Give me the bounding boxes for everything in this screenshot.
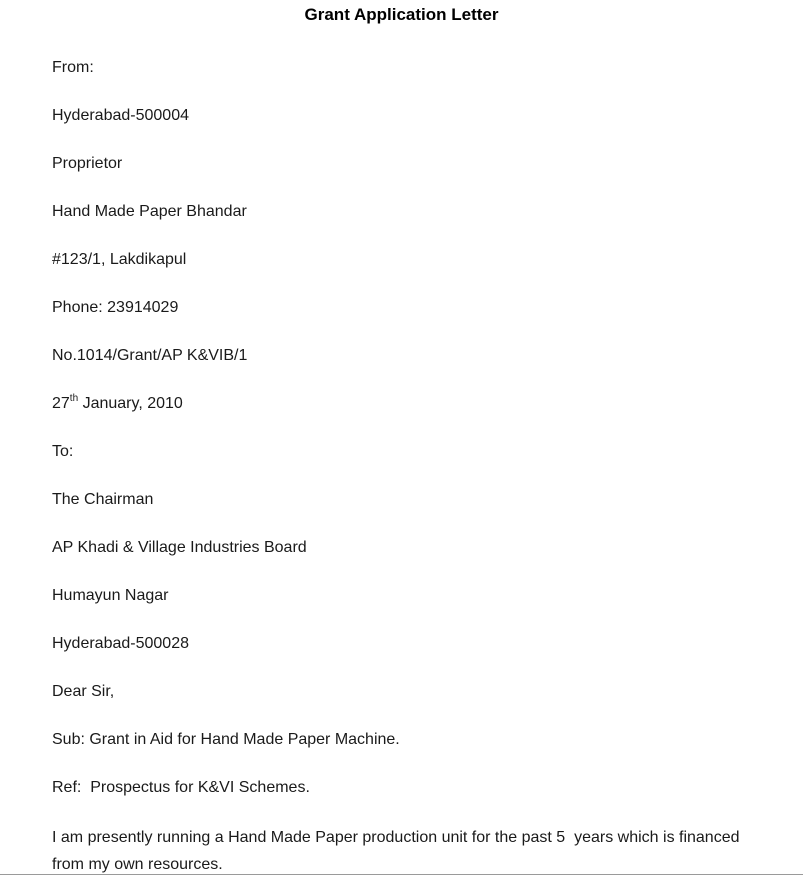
salutation: Dear Sir,: [52, 683, 115, 700]
date-month-year: January, 2010: [78, 395, 183, 412]
body-paragraph: I am presently running a Hand Made Paper production unit for the past 5 years which is financed from my own resources.: [52, 829, 744, 873]
reference-line: Ref: Prospectus for K&VI Schemes.: [52, 779, 310, 796]
recipient-city: Hyderabad-500028: [52, 635, 189, 652]
sender-phone: Phone: 23914029: [52, 299, 179, 316]
recipient-organization: AP Khadi & Village Industries Board: [52, 539, 307, 556]
recipient-locality: Humayun Nagar: [52, 587, 169, 604]
document-title: Grant Application Letter: [304, 5, 499, 24]
date-suffix: th: [69, 392, 79, 404]
sender-business: Hand Made Paper Bhandar: [52, 203, 247, 220]
to-label: To:: [52, 443, 74, 460]
letter-date: [52, 394, 183, 414]
sender-address: #123/1, Lakdikapul: [52, 251, 187, 268]
subject-line: Sub: Grant in Aid for Hand Made Paper Machine.: [52, 731, 400, 748]
recipient-title: The Chairman: [52, 491, 154, 508]
from-label: From:: [52, 59, 94, 76]
page-bottom-divider: [0, 874, 803, 875]
date-day: 27: [52, 395, 70, 412]
sender-city: Hyderabad-500004: [52, 107, 189, 124]
reference-number: No.1014/Grant/AP K&VIB/1: [52, 347, 248, 364]
sender-designation: Proprietor: [52, 155, 123, 172]
